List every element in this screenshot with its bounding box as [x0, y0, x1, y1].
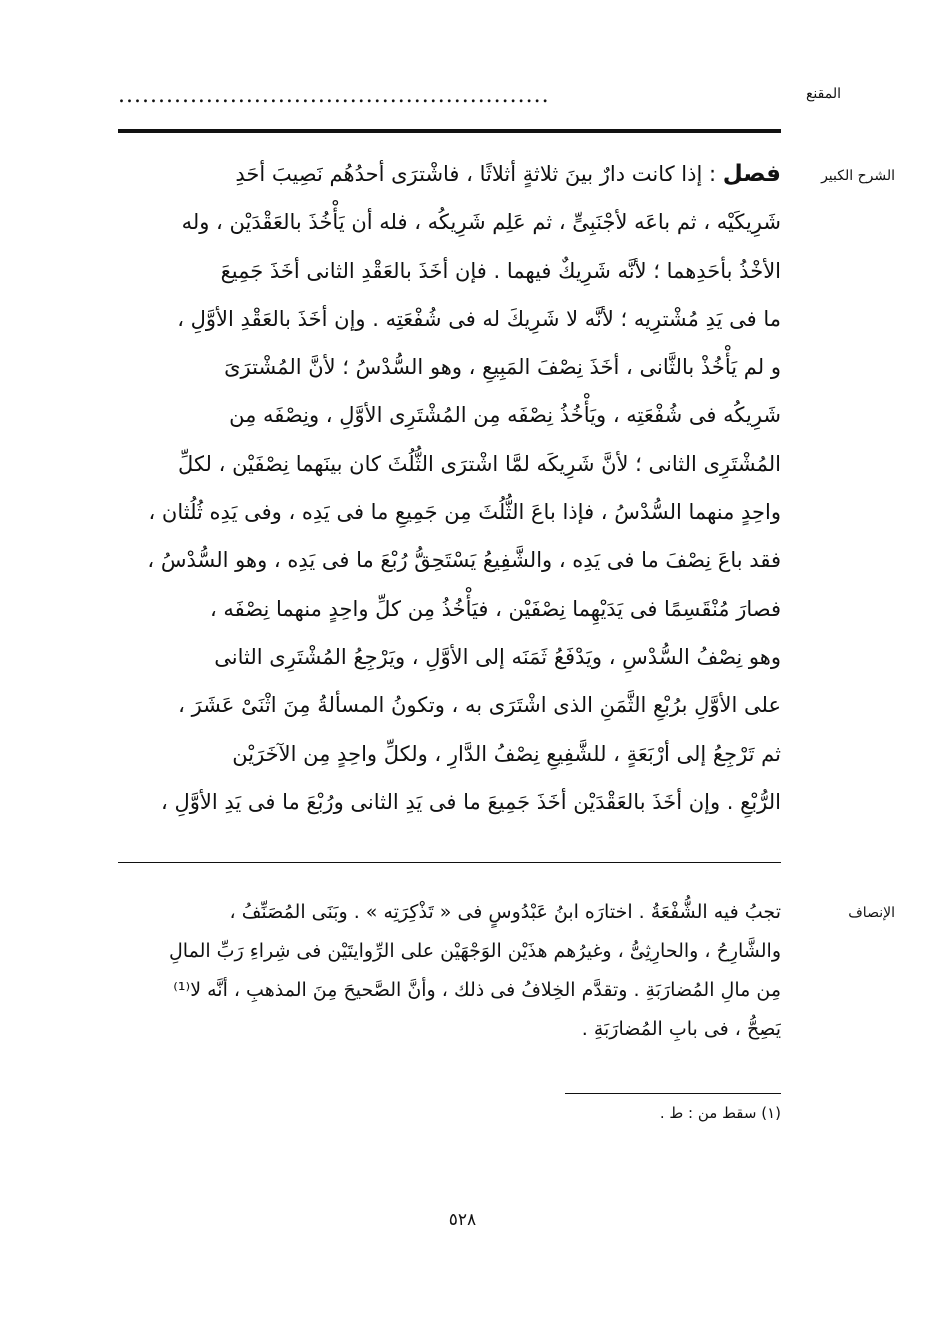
insaf-line-1: تجبُ فيه الشُّفْعَةُ . اختارَه ابنُ عَبْدُوسٍ فى « تَذْكِرَتِه » . وبَنَى المُصَنِّفُ ،: [229, 901, 781, 923]
margin-label-insaf: الإنصاف: [848, 905, 895, 921]
running-header-title: المقنع: [805, 86, 841, 102]
page-number: ٥٢٨: [448, 1210, 477, 1230]
insaf-line-2: والشَّارِحُ ، والحارِثِىُّ ، وغيرُهم هذَيْن الوَجْهَيْن على الرِّوايتَيْن فى شِراءِ رَبِّ المالِ: [168, 940, 781, 962]
main-text-block: [118, 150, 781, 826]
text-line-2: شَرِيكَيْه ، ثم باعَه لأجْنَبِىٍّ ، ثم عَلِم شَرِيكُه ، فله أن يَأْخُذَ بالعَقْدَيْن ، وله: [181, 210, 781, 235]
text-line-5: و لم يَأْخُذْ بالثَّانى ، أخَذَ نِصْفَ المَبِيعِ ، وهو السُّدْسُ ؛ لأنَّ المُشْترَىَ: [224, 355, 781, 380]
section-divider: [118, 862, 781, 863]
footnote-rule: [565, 1093, 781, 1094]
text-line-11: وهو نِصْفُ السُّدْسِ ، ويَدْفَعُ ثَمَنَه إلى الأوَّلِ ، ويَرْجِعُ المُشْتَرِى الثانى: [214, 644, 781, 669]
text-line-1: فصل : إذا كانت دارٌ بينَ ثلاثةٍ أثلاثًا ، فاشْترَى أحدُهُم نَصِيبَ أحَدِ: [235, 161, 781, 187]
insaf-text-block: [118, 893, 781, 1049]
header-dotted-leader: ......................................................: [118, 86, 550, 106]
text-line-3: الأخْذُ بأحَدِهما ؛ لأنَّه شَرِيكٌ فيهما . فإن أخَذَ بالعَقْدِ الثانى أخَذَ جَمِيعَ: [220, 258, 781, 283]
footnote: (١) سقط من : ط .: [659, 1104, 781, 1122]
text-line-10: فصارَ مُنْقَسِمًا فى يَدَيْهِما نِصْفَيْن ، فيَأْخُذُ مِن كلِّ واحِدٍ منهما نِصْفَه ،: [209, 596, 781, 621]
insaf-line-3: مِن مالِ المُضارَبَةِ . وتقدَّم الخِلافُ فى ذلك ، وأنَّ الصَّحيحَ مِنَ المذهبِ ، أنَّه لا⁽¹⁾: [173, 979, 781, 1001]
margin-label-sharh: الشرح الكبير: [821, 168, 895, 184]
text-line-14: الرُّبْعِ . وإن أخَذَ بالعَقْدَيْن أخَذَ جَمِيعَ ما فى يَدِ الثانى ورُبْعَ ما فى يَدِ الأوَّلِ ،: [160, 789, 781, 814]
text-line-7: المُشْتَرِى الثانى ؛ لأنَّ شَرِيكَه لمَّا اشْترَى الثُّلُثَ كان بينَهما نِصْفَيْن ، لكلِّ: [178, 451, 781, 476]
text-line-13: ثم تَرْجِعُ إلى أرْبَعَةٍ ، للشَّفِيعِ نِصْفُ الدَّارِ ، ولكلِّ واحِدٍ مِن الآخَرَيْن: [232, 741, 781, 766]
text-line-4: ما فى يَدِ مُشْترِيه ؛ لأنَّه لا شَرِيكَ له فى شُفْعَتِه . وإن أخَذَ بالعَقْدِ الأوَّلِ ،: [177, 306, 781, 331]
insaf-line-4: يَصِحُّ ، فى بابِ المُضارَبَةِ .: [581, 1018, 781, 1040]
header-rule: [118, 129, 781, 133]
text-line-6: شَرِيكُه فى شُفْعَتِه ، ويَأْخُذُ نِصْفَه مِن المُشْتَرِى الأوَّلِ ، ونِصْفَه مِن: [229, 403, 781, 428]
text-line-9: فقد باعَ نِصْفَ ما فى يَدِه ، والشَّفِيعُ يَسْتَحِقُّ رُبْعَ ما فى يَدِه ، وهو السُّدْسُ ،: [147, 548, 781, 573]
text-line-12: على الأوَّلِ برُبْعِ الثَّمَنِ الذى اشْتَرَى به ، وتكونُ المسألةُ مِنَ اثْنَىْ عَشَرَ ،: [178, 693, 781, 718]
section-lead-word: فصل: [722, 161, 781, 187]
text-line-8: واحِدٍ منهما السُّدْسُ ، فإذا باعَ الثُّلُثَ مِن جَمِيعِ ما فى يَدِه ، وفى يَدِه ثُلُثان ،: [148, 500, 781, 525]
